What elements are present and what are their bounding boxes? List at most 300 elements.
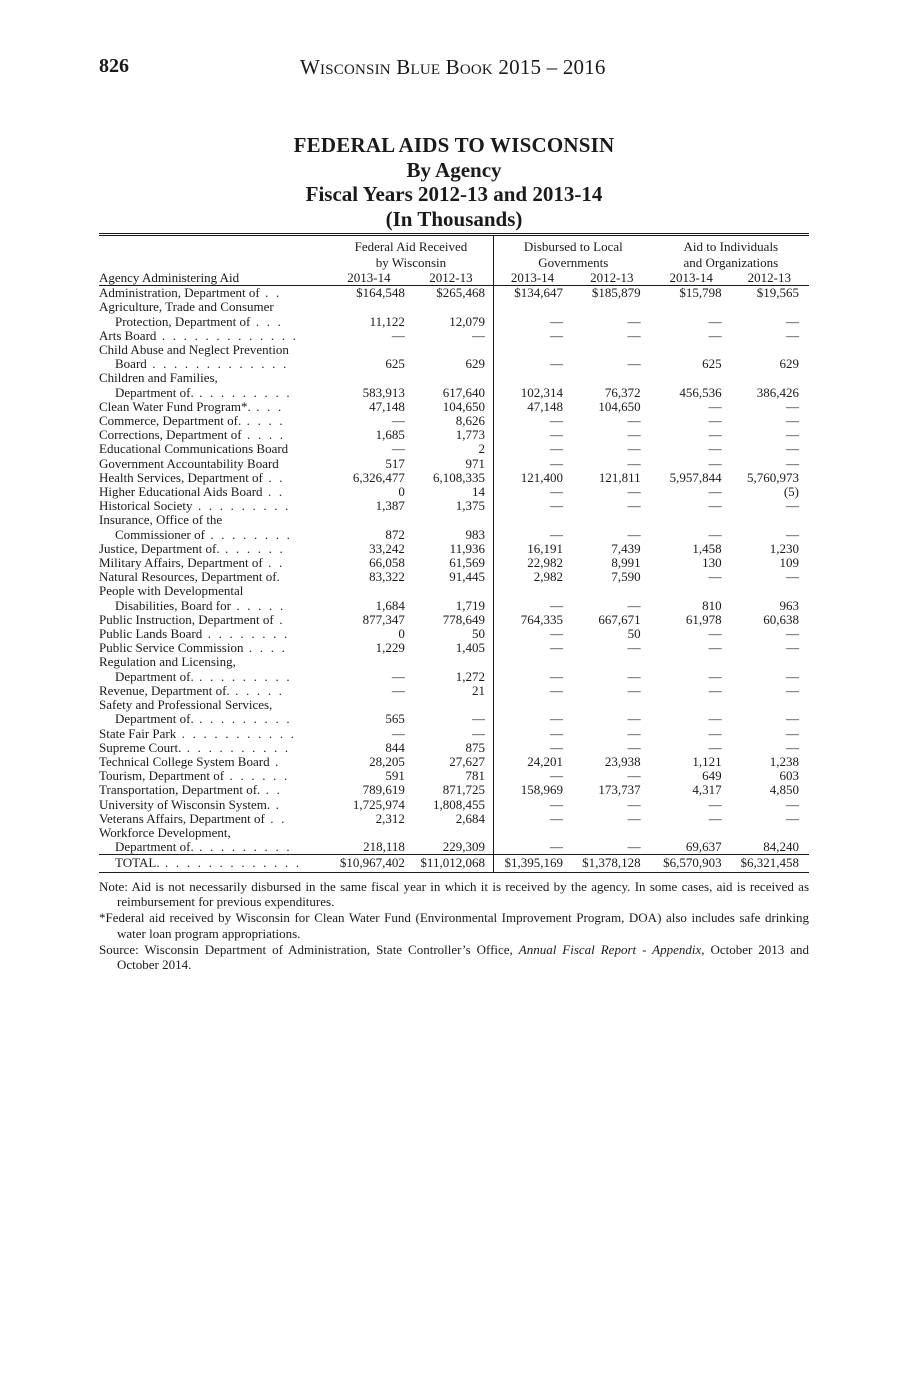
value-cell: $6,321,458 [730,855,809,872]
agency-name: Children and Families, [99,370,218,386]
value-cell: 69,637 [685,839,722,855]
value-cell: 16,191 [493,542,571,556]
value-cell: — [708,810,722,826]
value-cell: — [627,356,641,372]
agency-name: Disabilities, Board for . . . . . [115,597,286,613]
value-cell: — [708,413,722,429]
value-cell: — [627,327,641,343]
empty-cell [571,698,653,712]
table-row [99,755,809,769]
agency-name: TOTAL. . . . . . . . . . . . . . [99,855,329,872]
value-cell: — [786,526,799,542]
value-cell: 617,640 [442,384,485,400]
agency-name: Public Lands Board . . . . . . . . [99,626,290,642]
agency-name: Protection, Department of . . . [115,313,284,329]
value-cell: 871,725 [442,782,485,798]
group-local-governments: Disbursed to Local Governments [493,235,652,272]
value-cell: 629 [465,356,485,372]
value-cell: — [471,725,485,741]
value-cell: — [493,329,571,343]
value-cell: — [493,485,571,499]
value-cell: $19,565 [756,285,799,301]
agency-name: Natural Resources, Department of. [99,569,280,585]
empty-cell [329,698,409,712]
empty-cell [730,584,809,598]
value-cell: — [708,725,722,741]
value-cell: 5,957,844 [669,469,722,485]
value-cell: $134,647 [493,286,571,301]
value-cell: — [493,457,571,471]
title-line-3: Fiscal Years 2012-13 and 2013-14 [305,182,603,206]
leader-dots: . [270,796,282,812]
value-cell: 61,978 [685,611,722,627]
empty-cell [493,371,571,385]
value-cell: 8,626 [455,413,485,429]
leader-dots: . . . . . . . . [202,626,290,642]
table-row [99,485,809,499]
value-cell: 603 [779,768,799,784]
value-cell: 877,347 [362,611,405,627]
group-individuals: Aid to Individuals and Organizations [653,235,809,272]
year-header: 2013-14 [493,271,571,286]
value-cell: — [391,725,405,741]
value-cell: 1,685 [375,427,405,443]
group-header-row [99,235,809,272]
table-title [100,133,808,231]
leader-dots: . . [260,782,283,798]
empty-cell [653,698,730,712]
value-cell: — [786,711,799,727]
empty-cell [493,300,571,314]
value-cell: — [627,455,641,471]
table-row [99,712,809,726]
table-row [99,329,809,343]
value-cell: $265,468 [436,285,485,301]
page-number: 826 [99,55,129,77]
value-cell: 50 [627,626,641,642]
value-cell: 781 [465,768,485,784]
value-cell: 14 [471,484,485,500]
value-cell: — [786,455,799,471]
value-cell: — [708,526,722,542]
value-cell: 121,811 [598,469,641,485]
value-cell: — [786,668,799,684]
value-cell: 104,650 [598,398,641,414]
value-cell: 33,242 [369,540,405,556]
value-cell: 625 [385,356,405,372]
value-cell: 121,400 [493,471,571,485]
empty-cell [571,371,653,385]
value-cell: 104,650 [442,398,485,414]
empty-cell [730,698,809,712]
empty-cell [329,584,409,598]
value-cell: 7,590 [611,569,641,585]
value-cell: — [708,498,722,514]
value-cell: 6,326,477 [352,469,405,485]
value-cell: — [627,839,641,855]
empty-cell [571,300,653,314]
table-row [99,698,809,712]
leader-dots: . . . . . [230,597,286,613]
value-cell: — [708,455,722,471]
value-cell: — [627,739,641,755]
leader-dots: . . . . . . . . [204,526,293,542]
agency-name: Board . . . . . . . . . . . . . [115,356,289,372]
empty-cell [730,300,809,314]
value-cell: — [493,712,571,726]
table-row [99,457,809,471]
value-cell: 66,058 [369,555,405,571]
leader-dots: . . . . . . . . . . . . . [156,327,299,343]
leader-dots: . . . . . [229,682,285,698]
table-row [99,286,809,301]
agency-name: Government Accountability Board [99,455,279,471]
value-cell: 1,272 [455,668,485,684]
value-cell: 649 [702,768,722,784]
agency-name: Safety and Professional Services, [99,697,273,713]
value-cell: — [708,711,722,727]
table-row [99,684,809,698]
table-row [99,584,809,598]
value-cell: — [786,569,799,585]
value-cell: — [471,711,485,727]
value-cell: — [391,668,405,684]
empty-cell [329,300,409,314]
value-cell: 629 [779,356,799,372]
column-header-row [99,271,809,286]
value-cell: $164,548 [356,285,405,301]
value-cell: 60,638 [763,611,799,627]
value-cell: — [708,569,722,585]
agency-name: Veterans Affairs, Department of . . [99,810,287,826]
value-cell: 21 [471,682,485,698]
value-cell: — [708,427,722,443]
value-cell: 971 [465,455,485,471]
value-cell: — [708,327,722,343]
empty-cell [571,584,653,598]
value-cell: — [391,327,405,343]
agency-name: Justice, Department of. . . . . . . [99,540,285,556]
value-cell: — [627,498,641,514]
empty-cell [653,300,730,314]
value-cell: 2 [478,441,485,457]
value-cell: 1,458 [692,540,722,556]
table-row [99,513,809,527]
empty-cell [493,584,571,598]
table-row [99,315,809,329]
value-cell: — [708,626,722,642]
value-cell: 109 [779,555,799,571]
title-line-1: FEDERAL AIDS TO WISCONSIN [293,133,615,157]
empty-cell [493,698,571,712]
value-cell: 1,725,974 [352,796,405,812]
year-header: 2012-13 [409,271,494,286]
empty-cell [409,300,494,314]
agency-name: Clean Water Fund Program*. . . . [99,398,284,414]
value-cell: 12,079 [449,313,485,329]
note-text: Note: Aid is not necessarily disbursed in the same fiscal year in which it is received by the agency. In some cases, aid is received as reimbursement for previous expenditures. [99,879,809,910]
value-cell: 1,719 [455,597,485,613]
agency-name: Transportation, Department of. . . [99,782,283,798]
value-cell: — [493,741,571,755]
value-cell: 667,671 [598,611,641,627]
table-row [99,400,809,414]
value-cell: 2,312 [375,810,405,826]
value-cell: — [708,682,722,698]
value-cell: — [627,413,641,429]
empty-cell [409,371,494,385]
table-row [99,371,809,385]
value-cell: — [708,313,722,329]
value-cell: — [493,684,571,698]
leader-dots: . . [262,555,285,571]
agency-name: University of Wisconsin System. . [99,796,282,812]
value-cell: — [627,441,641,457]
table-row [99,641,809,655]
value-cell: 0 [398,484,405,500]
value-cell: — [627,768,641,784]
leader-dots: . [273,611,285,627]
agency-name: Military Affairs, Department of . . [99,555,285,571]
value-cell: 4,317 [692,782,722,798]
value-cell: — [493,670,571,684]
value-cell: $1,378,128 [571,855,653,872]
table-row [99,798,809,812]
year-header: 2012-13 [571,271,653,286]
value-cell: — [786,626,799,642]
value-cell: — [708,739,722,755]
value-cell: 50 [471,626,485,642]
table-row [99,386,809,400]
agency-name: Insurance, Office of the [99,512,223,528]
agency-name: Technical College System Board . [99,753,281,769]
title-line-4: (In Thousands) [385,206,523,231]
value-cell: 1,121 [692,753,722,769]
table-row [99,840,809,855]
value-cell: 1,405 [455,640,485,656]
leader-dots: . . . . . . . . . [193,839,292,855]
value-cell: — [708,796,722,812]
empty-cell [571,513,653,527]
value-cell: — [627,682,641,698]
leader-dots: . . . . . . . . . . . [176,725,297,741]
value-cell: 218,118 [363,839,405,855]
value-cell: — [627,796,641,812]
footnote-text: *Federal aid received by Wisconsin for Clean Water Fund (Environmental Improvement Program, DOA) also includes safe drinking water loan program appropriations. [99,910,809,941]
empty-cell [329,826,409,840]
agency-name: Arts Board . . . . . . . . . . . . . [99,327,299,343]
table-row [99,741,809,755]
value-cell: 27,627 [449,753,485,769]
value-cell: 84,240 [763,839,799,855]
empty-cell [571,655,653,669]
empty-cell [329,513,409,527]
value-cell: $185,879 [591,285,641,301]
agency-name: Tourism, Department of . . . . . . [99,768,290,784]
agency-name: Regulation and Licensing, [99,654,236,670]
leader-dots: . . . . . . . . . . . . . [146,356,289,372]
value-cell: — [627,597,641,613]
empty-cell [653,371,730,385]
value-cell: 130 [702,555,722,571]
value-cell: 764,335 [493,613,571,627]
empty-cell [493,513,571,527]
agency-name: State Fair Park . . . . . . . . . . . [99,725,297,741]
value-cell: — [493,840,571,855]
agency-name: Agriculture, Trade and Consumer [99,299,274,315]
leader-dots: . . . . . . [224,768,290,784]
empty-cell [571,343,653,357]
agency-name: Higher Educational Aids Board . . [99,484,285,500]
value-cell: 2,684 [455,810,485,826]
empty-cell [653,584,730,598]
value-cell: — [493,499,571,513]
leader-dots: . . . . [241,413,285,429]
agency-name: Department of. . . . . . . . . . [115,839,292,855]
leader-dots: . . . . [243,640,288,656]
empty-cell [409,343,494,357]
table-row [99,599,809,613]
value-cell: 28,205 [369,753,405,769]
empty-cell [653,343,730,357]
value-cell: — [786,796,799,812]
table-row [99,414,809,428]
value-cell: 6,108,335 [432,469,485,485]
table-body [99,286,809,872]
value-cell: 91,445 [449,569,485,585]
value-cell: — [786,427,799,443]
agency-name: Department of. . . . . . . . . . [115,384,292,400]
agency-name: Supreme Court. . . . . . . . . . . [99,739,291,755]
value-cell: — [627,668,641,684]
value-cell: — [708,484,722,500]
empty-cell [730,343,809,357]
value-cell: — [493,627,571,641]
value-cell: — [786,441,799,457]
empty-cell [493,655,571,669]
empty-cell [653,655,730,669]
value-cell: 810 [702,597,722,613]
title-line-2: By Agency [406,157,502,182]
leader-dots: . . . . . . . . . [193,384,292,400]
value-cell: 1,230 [769,540,799,556]
value-cell: — [786,327,799,343]
value-cell: 456,536 [679,384,722,400]
empty-cell [409,655,494,669]
table-row [99,670,809,684]
value-cell: 47,148 [493,400,571,414]
value-cell: 844 [385,739,405,755]
value-cell: 875 [465,739,485,755]
empty-cell [409,698,494,712]
value-cell: 1,773 [455,427,485,443]
leader-dots: . . [259,285,282,301]
table-row [99,357,809,371]
value-cell: 1,375 [455,498,485,514]
notes [99,879,809,973]
value-cell: 4,850 [769,782,799,798]
table-row [99,428,809,442]
value-cell: 24,201 [493,755,571,769]
empty-cell [730,371,809,385]
table-row [99,655,809,669]
agency-name: Public Instruction, Department of . [99,611,285,627]
value-cell: 789,619 [362,782,405,798]
agency-name: People with Developmental [99,583,244,599]
empty-cell [493,343,571,357]
value-cell: — [786,498,799,514]
leader-dots: . . . . . . . . . . [181,739,291,755]
year-header: 2012-13 [730,271,809,286]
value-cell: 83,322 [369,569,405,585]
value-cell: 1,387 [375,498,405,514]
value-cell: $6,570,903 [653,855,730,872]
value-cell: 0 [398,626,405,642]
value-cell: $15,798 [679,285,722,301]
table-row [99,613,809,627]
value-cell: 591 [385,768,405,784]
year-header: 2013-14 [329,271,409,286]
value-cell: $10,967,402 [329,855,409,872]
value-cell: — [493,442,571,456]
agency-name: Historical Society . . . . . . . . . [99,498,291,514]
value-cell: 76,372 [604,384,641,400]
value-cell: 517 [385,455,405,471]
value-cell: — [786,739,799,755]
value-cell: — [708,668,722,684]
agency-name: Workforce Development, [99,824,231,840]
value-cell: — [471,327,485,343]
value-cell: 11,122 [369,313,405,329]
table-row [99,343,809,357]
value-cell: 229,309 [442,839,485,855]
value-cell: 872 [385,526,405,542]
leader-dots: . . . . . . [219,540,285,556]
value-cell: — [786,725,799,741]
empty-cell [730,826,809,840]
value-cell: 778,649 [442,611,485,627]
empty-cell [571,826,653,840]
value-cell: — [493,727,571,741]
agency-name: Administration, Department of . . [99,285,282,301]
value-cell: — [627,526,641,542]
value-cell: 1,808,455 [432,796,485,812]
agency-name: Department of. . . . . . . . . . [115,711,292,727]
agency-name: Corrections, Department of . . . . [99,427,286,443]
value-cell: 1,238 [769,753,799,769]
value-cell: — [708,441,722,457]
value-cell: — [493,769,571,783]
table-row [99,783,809,797]
value-cell: — [493,357,571,371]
value-cell: 173,737 [598,782,641,798]
source-title: Annual Fiscal Report - Appendix, [518,941,705,957]
value-cell: — [786,640,799,656]
table-row [99,542,809,556]
value-cell: 2,982 [493,570,571,584]
value-cell: 983 [465,526,485,542]
agency-name: Department of. . . . . . . . . . [115,668,292,684]
value-cell: 8,991 [611,555,641,571]
value-cell: — [786,313,799,329]
value-cell: — [627,313,641,329]
leader-dots: . . [262,469,285,485]
value-cell: — [493,599,571,613]
empty-cell [409,584,494,598]
value-cell: — [627,810,641,826]
value-cell: 1,229 [375,640,405,656]
table-row [99,528,809,542]
